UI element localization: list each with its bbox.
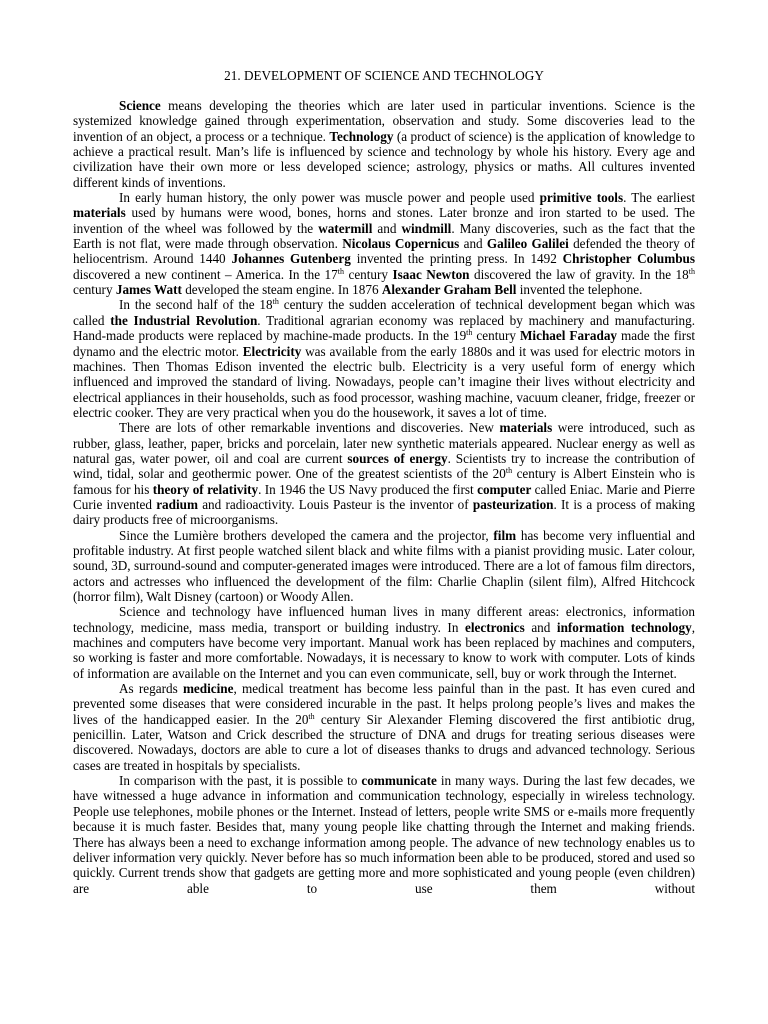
text-run: , medical treatment has become less painful than in the past. It has even cured and prevented some diseases that were considered incurable in the past. It helps prolong people’s lives and makes the lives of the handicapped easier. In the 20	[73, 681, 695, 727]
bold-term: Nicolaus Copernicus	[342, 236, 460, 252]
text-run: and	[524, 619, 557, 635]
paragraph	[73, 190, 695, 297]
text-run: century Sir Alexander Fleming discovered the first antibiotic drug, penicillin. Later, Watson and Crick described the structure of DNA and drugs for treating serious diseases were discovered. Nowadays, doctors are able to cure a lot of diseases thanks to drugs and advanced technology. Serious cases are treated in hospitals by specialists.	[73, 711, 695, 773]
bold-term: Johannes Gutenberg	[231, 251, 351, 267]
document-body	[73, 98, 695, 896]
text-run: made the first dynamo and the electric motor.	[73, 328, 695, 359]
text-run: called Eniac. Marie and Pierre Curie invented	[73, 481, 695, 512]
bold-term: computer	[477, 481, 532, 497]
bold-term: electronics	[464, 619, 525, 635]
text-run: There are lots of other remarkable inventions and discoveries. New	[119, 420, 500, 436]
bold-term: Electricity	[242, 343, 302, 359]
page-title: 21. DEVELOPMENT OF SCIENCE AND TECHNOLOGY	[224, 68, 544, 83]
bold-term: sources of energy	[347, 450, 448, 466]
text-run: . Many discoveries, such as the fact that the Earth is not flat, were made through observation.	[73, 220, 696, 252]
text-run: discovered the law of gravity. In the 18	[469, 266, 689, 282]
superscript: th	[337, 266, 344, 276]
text-run: century	[73, 282, 116, 298]
bold-term: information technology	[556, 619, 692, 635]
bold-term: materials	[499, 420, 553, 436]
text-run: . Traditional agrarian economy was replaced by machinery and manufacturing. Hand-made products were replaced by machine-made products. In the 19	[73, 312, 695, 344]
text-run: discovered a new continent – America. In the 17	[73, 266, 338, 282]
paragraph	[73, 604, 695, 681]
text-run: . Scientists try to increase the contribution of wind, tidal, solar and geothermic power. One of the greatest scientists of the 20	[73, 450, 695, 482]
bold-term: radium	[156, 496, 198, 512]
bold-term: windmill	[401, 220, 452, 236]
text-run: century	[472, 328, 520, 344]
bold-term: communicate	[361, 773, 437, 789]
text-run: (a product of science) is the application of knowledge to achieve a practical result. Man’s life is influenced by science and technology by whole his history. Every age and civilization have their own more or less developed science; astrology, physics or maths. All cultures invented different kinds of inventions.	[73, 128, 696, 190]
text-run: . In 1946 the US Navy produced the first	[258, 481, 478, 497]
superscript: th	[308, 711, 315, 721]
superscript: th	[272, 297, 279, 307]
bold-term: watermill	[318, 220, 373, 236]
text-run: . It is a process of making dairy products free of microorganisms.	[73, 496, 696, 528]
superscript: th	[505, 466, 513, 476]
text-run: was available from the early 1880s and it was used for electric motors in machines. Then Thomas Edison invented the electric bulb. Electricity is a very useful form of energy which influenced and improved the standard of living. Nowadays, people can’t imagine their lives without electricity and electrical appliances in their households, such as food processor, washing machine, vacuum cleaner, fridge, freezer or electric cooker. They are very practical when you do the housework, it saves a lot of time.	[73, 343, 695, 420]
text-run: and	[459, 236, 487, 252]
bold-term: the Industrial Revolution	[110, 312, 258, 328]
text-run: . The earliest	[623, 190, 695, 206]
bold-term: Isaac Newton	[392, 266, 470, 282]
text-run: Science and technology have influenced human lives in many different areas: electronics, information technology, medicine, mass media, transport or building industry. In	[73, 604, 695, 635]
paragraph	[73, 681, 695, 773]
superscript: th	[688, 266, 695, 276]
paragraph	[73, 297, 695, 420]
bold-term: Galileo Galilei	[486, 236, 569, 252]
paragraph	[73, 98, 695, 190]
text-run: developed the steam engine. In 1876	[181, 282, 382, 298]
text-run: defended the theory of heliocentrism. Around 1440	[73, 236, 695, 267]
bold-term: primitive tools	[539, 190, 624, 206]
paragraph	[73, 420, 695, 527]
bold-term: film	[493, 527, 517, 543]
text-run: used by humans were wood, bones, horns and stones. Later bronze and iron started to be used. The invention of the wheel was followed by the	[73, 205, 695, 236]
text-run: In early human history, the only power was muscle power and people used	[119, 190, 540, 206]
paragraph	[73, 528, 695, 605]
text-run: Since the Lumière brothers developed the camera and the projector,	[119, 527, 494, 543]
text-run: As regards	[119, 681, 183, 697]
bold-term: materials	[73, 205, 126, 221]
text-run: in many ways. During the last few decades, we have witnessed a huge advance in information and communication technology, especially in wireless technology. People use telephones, mobile phones or the Internet. Instead of letters, people write SMS or e-mails more frequently because it is much faster. Besides that, many young people like chatting through the Internet and making friends. There has always been a need to exchange information among people. The advance of new technology enables us to deliver information very quickly. Never before has so much information been able to be produced, stored and used so quickly. Current trends show that gadgets are getting more and more sophisticated and young people (even children) are able to use them without	[73, 773, 695, 896]
bold-term: Michael Faraday	[519, 328, 618, 344]
text-run: and	[372, 220, 402, 236]
bold-term: Alexander Graham Bell	[381, 282, 517, 298]
text-run: In comparison with the past, it is possible to	[119, 773, 362, 789]
text-run: In the second half of the 18	[119, 297, 273, 313]
bold-term: Christopher Columbus	[562, 251, 696, 267]
bold-term: Technology	[329, 128, 394, 144]
bold-term: medicine	[182, 681, 234, 697]
text-run: means developing the theories which are later used in particular inventions. Science is the systemized knowledge gained through experimentation, observation and study. Some discoveries lead to the invention of an object, a process or a technique.	[73, 98, 695, 144]
text-run: invented the printing press. In 1492	[350, 251, 563, 267]
text-run: has become very influential and profitable industry. At first people watched silent black and white films with a pianist providing music. Later colour, sound, 3D, surround-sound and computer-generated images were introduced. There are a lot of famous film directors, actors and actresses who influenced the development of the film: Charlie Chaplin (silent film), Alfred Hitchcock (horror film), Walt Disney (cartoon) or Woody Allen.	[73, 527, 695, 604]
text-run: century	[343, 266, 393, 282]
text-run: invented the telephone.	[516, 282, 643, 298]
text-run: were introduced, such as rubber, glass, leather, paper, bricks and porcelain, later new synthetic materials appeared. Nuclear energy as well as natural gas, water power, oil and coal are current	[73, 420, 695, 466]
superscript: th	[466, 328, 473, 338]
text-run: century the sudden acceleration of technical development began which was called	[73, 297, 695, 328]
text-run: century is Albert Einstein who is famous for his	[73, 466, 695, 497]
bold-term: James Watt	[115, 282, 182, 298]
bold-term: Science	[119, 98, 161, 113]
paragraph	[73, 773, 695, 896]
bold-term: theory of relativity	[152, 481, 259, 497]
text-run: and radioactivity. Louis Pasteur is the inventor of	[197, 496, 473, 512]
bold-term: pasteurization	[472, 496, 554, 512]
text-run: , machines and computers have become very important. Manual work has been replaced by machines and computers, so working is faster and more comfortable. Nowadays, it is necessary to know to work with computer. Lots of kinds of information are available on the Internet and you can even communicate, sell, buy or work through the Internet.	[73, 619, 695, 681]
